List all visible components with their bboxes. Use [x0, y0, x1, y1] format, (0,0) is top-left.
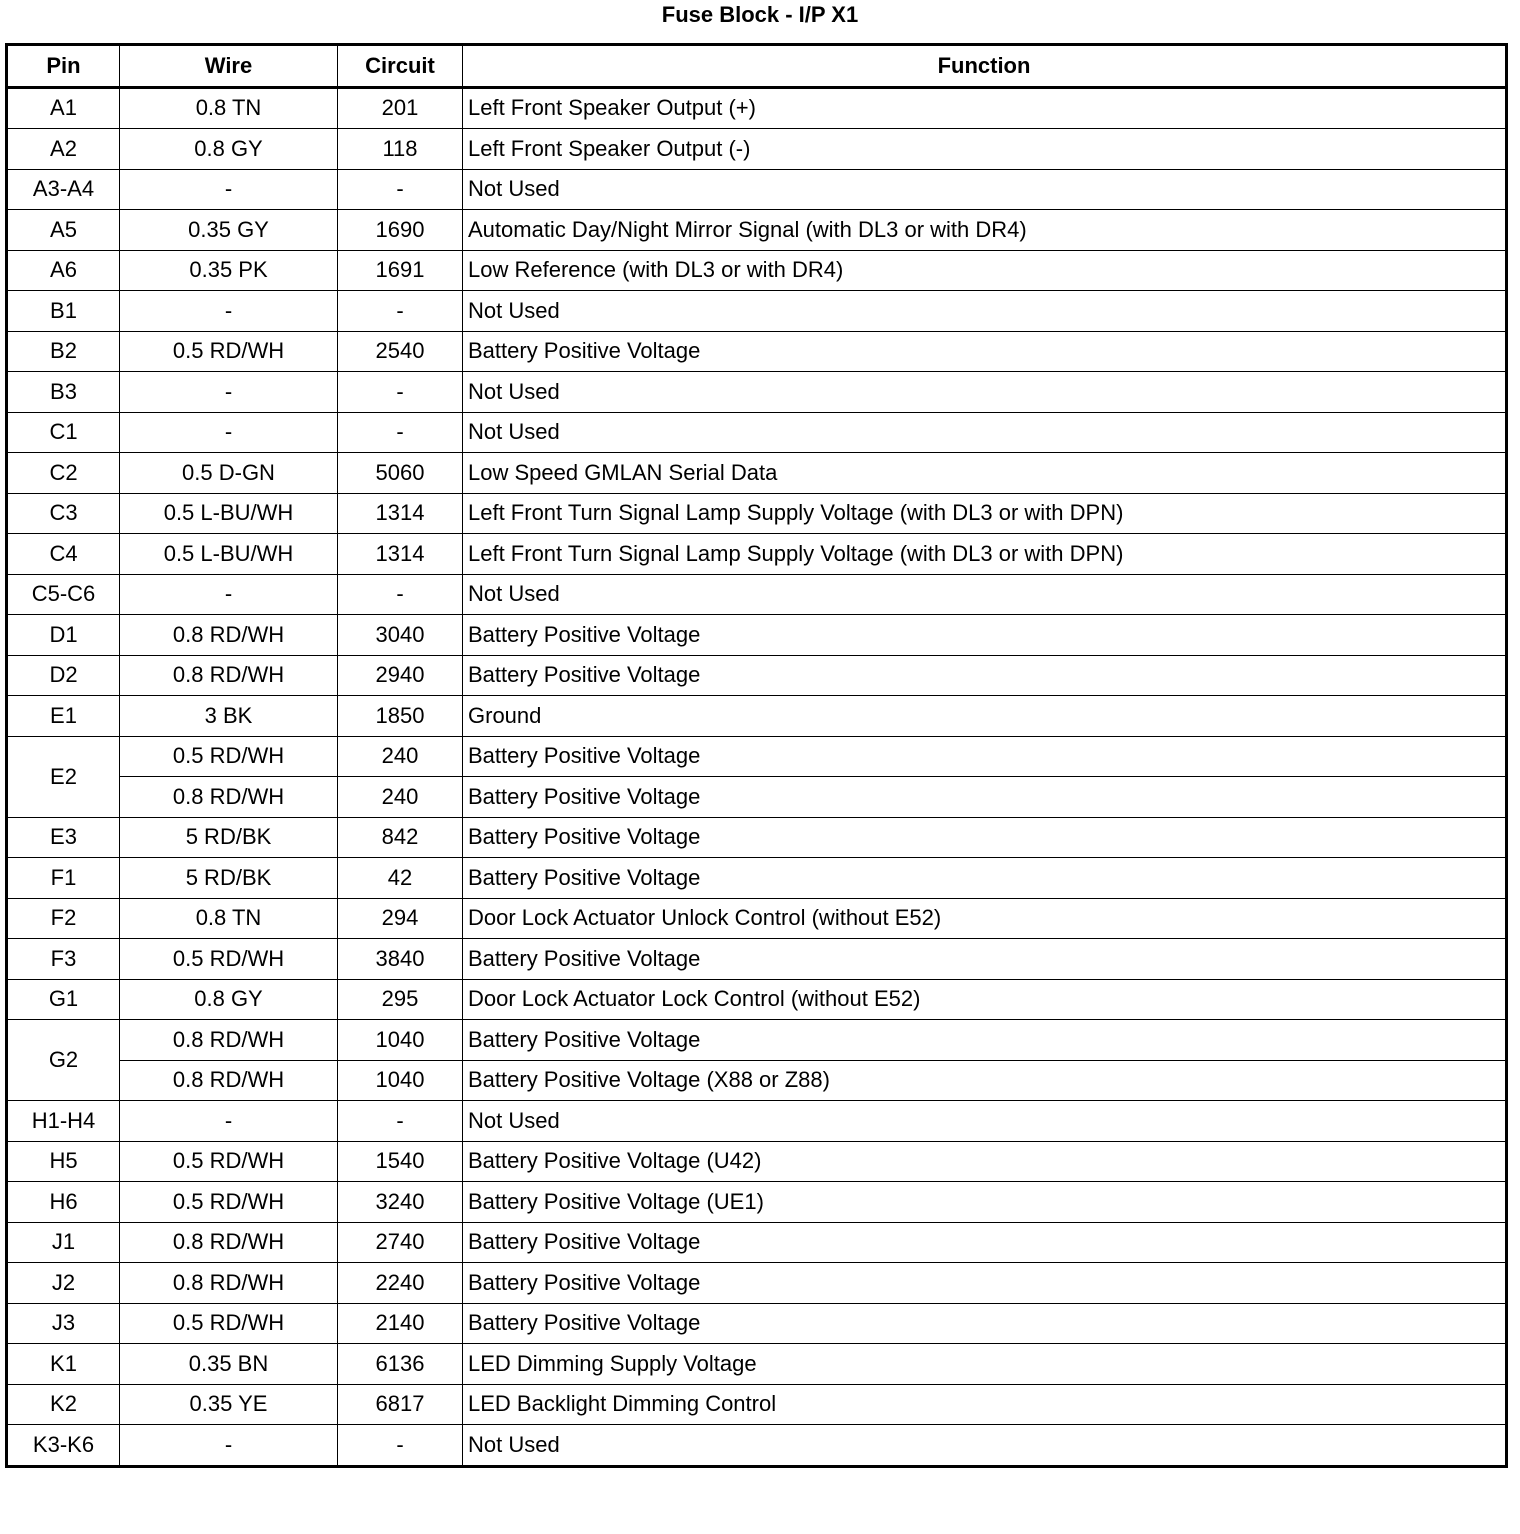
pin-cell: C2: [7, 453, 120, 494]
wire-cell: 0.5 L-BU/WH: [120, 493, 338, 534]
wire-cell: 0.8 RD/WH: [120, 615, 338, 656]
circuit-cell: 2140: [338, 1303, 463, 1344]
header-function: Function: [463, 45, 1507, 88]
table-row: [7, 1222, 1507, 1263]
pin-cell: G1: [7, 979, 120, 1020]
pin-cell: C3: [7, 493, 120, 534]
wire-cell: 3 BK: [120, 696, 338, 737]
function-cell: Door Lock Actuator Lock Control (without E52): [463, 979, 1507, 1020]
wire-cell: 0.5 L-BU/WH: [120, 534, 338, 575]
pin-cell: J1: [7, 1222, 120, 1263]
circuit-cell: 5060: [338, 453, 463, 494]
table-row: [7, 858, 1507, 899]
pin-cell: D1: [7, 615, 120, 656]
table-row: [7, 736, 1507, 777]
function-cell: Left Front Turn Signal Lamp Supply Voltage (with DL3 or with DPN): [463, 534, 1507, 575]
pin-cell: E3: [7, 817, 120, 858]
circuit-cell: 42: [338, 858, 463, 899]
wire-cell: 0.8 RD/WH: [120, 1263, 338, 1304]
function-cell: Not Used: [463, 574, 1507, 615]
circuit-cell: 3040: [338, 615, 463, 656]
wire-cell: 5 RD/BK: [120, 858, 338, 899]
function-cell: Battery Positive Voltage: [463, 1263, 1507, 1304]
wire-cell: -: [120, 1101, 338, 1142]
circuit-cell: -: [338, 291, 463, 332]
wire-cell: -: [120, 291, 338, 332]
pin-cell: F2: [7, 898, 120, 939]
pin-cell: A5: [7, 210, 120, 251]
circuit-cell: 6136: [338, 1344, 463, 1385]
function-cell: Battery Positive Voltage (X88 or Z88): [463, 1060, 1507, 1101]
function-cell: Not Used: [463, 291, 1507, 332]
circuit-cell: 2940: [338, 655, 463, 696]
table-row: [7, 615, 1507, 656]
table-row: [7, 574, 1507, 615]
wire-cell: 0.8 GY: [120, 979, 338, 1020]
wire-cell: 0.8 TN: [120, 898, 338, 939]
circuit-cell: 1691: [338, 250, 463, 291]
wire-cell: -: [120, 372, 338, 413]
function-cell: Battery Positive Voltage: [463, 615, 1507, 656]
pin-cell: C1: [7, 412, 120, 453]
function-cell: Battery Positive Voltage (UE1): [463, 1182, 1507, 1223]
wire-cell: 0.5 RD/WH: [120, 1303, 338, 1344]
table-row: [7, 817, 1507, 858]
function-cell: Not Used: [463, 372, 1507, 413]
wire-cell: 0.8 TN: [120, 87, 338, 129]
function-cell: Battery Positive Voltage: [463, 817, 1507, 858]
circuit-cell: 240: [338, 736, 463, 777]
pin-cell: C5-C6: [7, 574, 120, 615]
table-row: [7, 1425, 1507, 1467]
table-row: [7, 1101, 1507, 1142]
function-cell: Door Lock Actuator Unlock Control (without E52): [463, 898, 1507, 939]
table-row: [7, 534, 1507, 575]
table-row: [7, 87, 1507, 129]
function-cell: Battery Positive Voltage (U42): [463, 1141, 1507, 1182]
wire-cell: 0.35 YE: [120, 1384, 338, 1425]
function-cell: Left Front Speaker Output (+): [463, 87, 1507, 129]
table-row: [7, 331, 1507, 372]
pin-cell: A1: [7, 87, 120, 129]
wire-cell: 0.5 RD/WH: [120, 1182, 338, 1223]
table-row: [7, 372, 1507, 413]
wire-cell: -: [120, 169, 338, 210]
function-cell: Not Used: [463, 1101, 1507, 1142]
pin-cell: K2: [7, 1384, 120, 1425]
table-row: [7, 1303, 1507, 1344]
wire-cell: 0.35 PK: [120, 250, 338, 291]
circuit-cell: 2540: [338, 331, 463, 372]
pin-cell: B2: [7, 331, 120, 372]
circuit-cell: 240: [338, 777, 463, 818]
pin-cell: G2: [7, 1020, 120, 1101]
function-cell: Battery Positive Voltage: [463, 1222, 1507, 1263]
function-cell: Ground: [463, 696, 1507, 737]
table-row: [7, 898, 1507, 939]
function-cell: Battery Positive Voltage: [463, 736, 1507, 777]
circuit-cell: 3840: [338, 939, 463, 980]
pin-cell: F1: [7, 858, 120, 899]
wire-cell: -: [120, 412, 338, 453]
pin-cell: D2: [7, 655, 120, 696]
wire-cell: 0.8 GY: [120, 129, 338, 170]
wire-cell: 0.5 RD/WH: [120, 331, 338, 372]
pin-cell: E1: [7, 696, 120, 737]
function-cell: Left Front Turn Signal Lamp Supply Voltage (with DL3 or with DPN): [463, 493, 1507, 534]
table-row: [7, 1263, 1507, 1304]
wire-cell: 0.35 GY: [120, 210, 338, 251]
table-row: [7, 655, 1507, 696]
pin-cell: A3-A4: [7, 169, 120, 210]
function-cell: Battery Positive Voltage: [463, 655, 1507, 696]
wire-cell: 0.5 RD/WH: [120, 1141, 338, 1182]
table-row: [7, 1141, 1507, 1182]
table-row: [7, 250, 1507, 291]
function-cell: Not Used: [463, 169, 1507, 210]
circuit-cell: 294: [338, 898, 463, 939]
pin-table: [5, 43, 1508, 1468]
function-cell: Battery Positive Voltage: [463, 858, 1507, 899]
table-row: [7, 939, 1507, 980]
circuit-cell: 1850: [338, 696, 463, 737]
function-cell: Battery Positive Voltage: [463, 777, 1507, 818]
circuit-cell: -: [338, 169, 463, 210]
function-cell: Low Reference (with DL3 or with DR4): [463, 250, 1507, 291]
circuit-cell: 1540: [338, 1141, 463, 1182]
wire-cell: 0.8 RD/WH: [120, 1222, 338, 1263]
circuit-cell: 201: [338, 87, 463, 129]
circuit-cell: 1040: [338, 1060, 463, 1101]
function-cell: LED Dimming Supply Voltage: [463, 1344, 1507, 1385]
function-cell: Left Front Speaker Output (-): [463, 129, 1507, 170]
table-row: [7, 129, 1507, 170]
circuit-cell: 2240: [338, 1263, 463, 1304]
wire-cell: 0.5 RD/WH: [120, 736, 338, 777]
table-row: [7, 1384, 1507, 1425]
pin-cell: B3: [7, 372, 120, 413]
pin-cell: C4: [7, 534, 120, 575]
table-row: [7, 210, 1507, 251]
wire-cell: 0.8 RD/WH: [120, 1020, 338, 1061]
table-row: [7, 412, 1507, 453]
circuit-cell: 6817: [338, 1384, 463, 1425]
wire-cell: 5 RD/BK: [120, 817, 338, 858]
pin-cell: A6: [7, 250, 120, 291]
function-cell: Not Used: [463, 412, 1507, 453]
pin-cell: H5: [7, 1141, 120, 1182]
table-title: Fuse Block - I/P X1: [661, 2, 859, 27]
function-cell: Battery Positive Voltage: [463, 1303, 1507, 1344]
function-cell: Battery Positive Voltage: [463, 331, 1507, 372]
function-cell: Low Speed GMLAN Serial Data: [463, 453, 1507, 494]
circuit-cell: 3240: [338, 1182, 463, 1223]
header-wire: Wire: [120, 45, 338, 88]
function-cell: Automatic Day/Night Mirror Signal (with DL3 or with DR4): [463, 210, 1507, 251]
wire-cell: 0.8 RD/WH: [120, 1060, 338, 1101]
wire-cell: 0.8 RD/WH: [120, 655, 338, 696]
function-cell: Battery Positive Voltage: [463, 939, 1507, 980]
pin-cell: J2: [7, 1263, 120, 1304]
circuit-cell: 295: [338, 979, 463, 1020]
header-pin: Pin: [7, 45, 120, 88]
circuit-cell: 118: [338, 129, 463, 170]
wire-cell: 0.5 D-GN: [120, 453, 338, 494]
header-row: [7, 45, 1507, 88]
table-row: [7, 696, 1507, 737]
pin-cell: J3: [7, 1303, 120, 1344]
table-row: [7, 1182, 1507, 1223]
function-cell: Battery Positive Voltage: [463, 1020, 1507, 1061]
pin-cell: H1-H4: [7, 1101, 120, 1142]
wire-cell: -: [120, 1425, 338, 1467]
table-row: [7, 493, 1507, 534]
circuit-cell: 1314: [338, 493, 463, 534]
table-row: [7, 1344, 1507, 1385]
circuit-cell: 2740: [338, 1222, 463, 1263]
circuit-cell: -: [338, 1425, 463, 1467]
table-row: [7, 979, 1507, 1020]
table-row: [7, 1060, 1507, 1101]
table-row: [7, 453, 1507, 494]
circuit-cell: -: [338, 1101, 463, 1142]
wire-cell: 0.5 RD/WH: [120, 939, 338, 980]
pin-cell: K3-K6: [7, 1425, 120, 1467]
wire-cell: -: [120, 574, 338, 615]
table-row: [7, 1020, 1507, 1061]
pin-cell: E2: [7, 736, 120, 817]
wire-cell: 0.8 RD/WH: [120, 777, 338, 818]
table-row: [7, 777, 1507, 818]
circuit-cell: -: [338, 412, 463, 453]
pin-cell: F3: [7, 939, 120, 980]
pin-cell: H6: [7, 1182, 120, 1223]
circuit-cell: -: [338, 372, 463, 413]
function-cell: LED Backlight Dimming Control: [463, 1384, 1507, 1425]
pin-cell: B1: [7, 291, 120, 332]
table-row: [7, 169, 1507, 210]
circuit-cell: -: [338, 574, 463, 615]
wire-cell: 0.35 BN: [120, 1344, 338, 1385]
circuit-cell: 1690: [338, 210, 463, 251]
circuit-cell: 1314: [338, 534, 463, 575]
circuit-cell: 1040: [338, 1020, 463, 1061]
table-row: [7, 291, 1507, 332]
header-circuit: Circuit: [338, 45, 463, 88]
function-cell: Not Used: [463, 1425, 1507, 1467]
circuit-cell: 842: [338, 817, 463, 858]
pin-cell: A2: [7, 129, 120, 170]
pin-cell: K1: [7, 1344, 120, 1385]
